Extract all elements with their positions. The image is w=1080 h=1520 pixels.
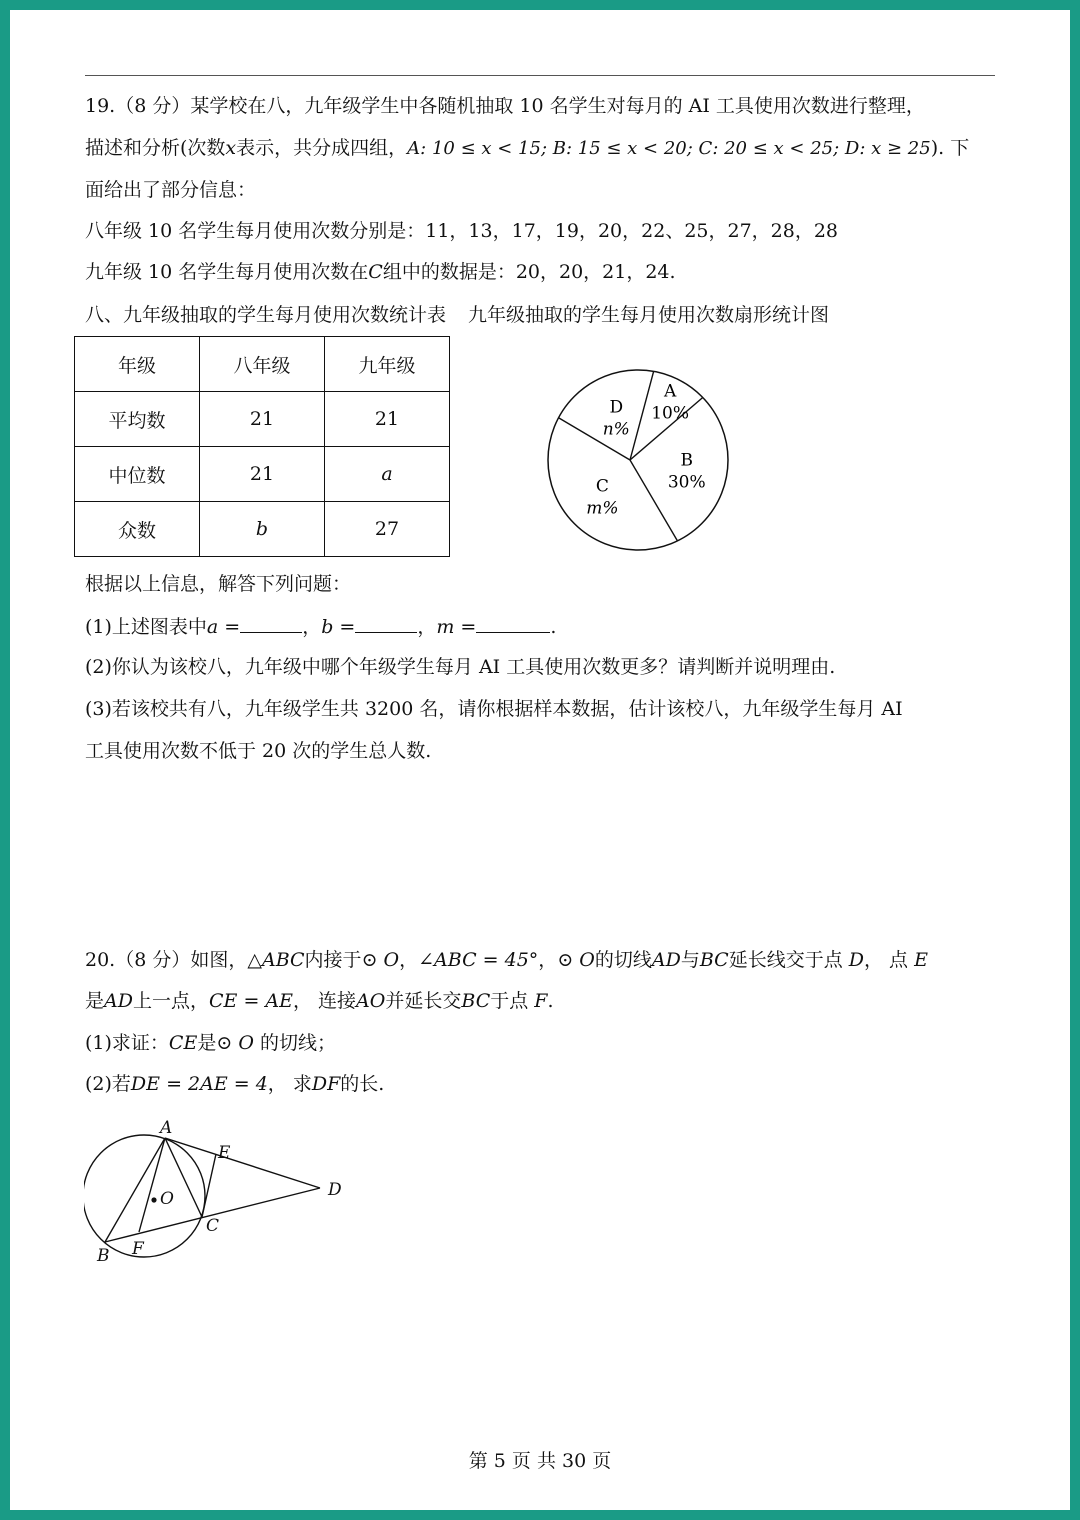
q19-part2: (2)你认为该校八，九年级中哪个年级学生每月 AI 工具使用次数更多？请判断并说明理由.: [85, 656, 836, 678]
pie-slice-label: B: [680, 450, 693, 471]
label-c: C: [206, 1216, 220, 1236]
table-cell: 平均数: [75, 392, 200, 447]
stats-table: [74, 336, 450, 557]
table-header-cell: 九年级: [325, 337, 450, 392]
label-f: F: [132, 1239, 144, 1259]
segment-ab: [105, 1138, 165, 1242]
captions: [85, 303, 829, 327]
answer-blank-m[interactable]: [476, 614, 550, 633]
grade8-data: 八年级 10 名学生每月使用次数分别是：11，13，17，19，20，22、25，27，28，28: [85, 220, 839, 242]
exam-page: [10, 10, 1070, 1510]
table-cell: 众数: [75, 502, 200, 557]
table-caption: 八、九年级抽取的学生每月使用次数统计表: [85, 304, 447, 326]
answer-blank-a[interactable]: [240, 614, 302, 633]
pie-slice-value: n%: [602, 419, 630, 440]
table-row: [75, 392, 450, 447]
q19-part3-line2: 工具使用次数不低于 20 次的学生总人数.: [85, 740, 432, 762]
pie-slice-value: 30%: [667, 472, 706, 493]
pie-slice-label: A: [663, 381, 677, 402]
header-rule: [85, 75, 995, 76]
label-a: A: [160, 1118, 173, 1138]
grade9-data: 九年级 10 名学生每月使用次数在C组中的数据是：20，20，21，24.: [85, 261, 676, 283]
q19-line2: 描述和分析(次数x表示，共分成四组，A: 10 ≤ x < 15; B: 15 ≤ x < 20; C: 20 ≤ x < 25; D: x ≥ 25). 下: [85, 137, 970, 159]
pie-slice-value: 10%: [651, 403, 690, 424]
table-cell: 中位数: [75, 447, 200, 502]
table-header-cell: 八年级: [200, 337, 325, 392]
table-cell: b: [200, 502, 325, 557]
center-dot: [151, 1197, 156, 1202]
pie-chart: [538, 360, 738, 560]
table-header-cell: 年级: [75, 337, 200, 392]
q19-line1: 19.（8 分）某学校在八，九年级学生中各随机抽取 10 名学生对每月的 AI 工具使用次数进行整理，: [85, 95, 925, 117]
q19-intro: 根据以上信息，解答下列问题：: [85, 573, 352, 595]
label-e: E: [218, 1143, 231, 1163]
table-header-row: [75, 337, 450, 392]
table-cell: 27: [325, 502, 450, 557]
page-footer: 第 5 页 共 30 页: [468, 1450, 612, 1472]
table-cell: a: [325, 447, 450, 502]
pie-slice-value: m%: [586, 498, 619, 519]
pie-outline: [548, 370, 728, 550]
q19-part3-line1: (3)若该校共有八，九年级学生共 3200 名，请你根据样本数据，估计该校八，九年级学生每月 AI: [85, 698, 903, 720]
q20-line1: 20.（8 分）如图，△ABC内接于⊙ O，∠ABC = 45°，⊙ O的切线AD与BC延长线交于点 D， 点 E: [85, 949, 928, 971]
q19-part1: (1)上述图表中a = ，b = ，m = .: [85, 616, 557, 638]
label-d: D: [328, 1180, 342, 1200]
q20-part2: (2)若DE = 2AE = 4， 求DF的长.: [85, 1073, 385, 1095]
geometry-figure: [84, 1118, 354, 1268]
table-row: [75, 447, 450, 502]
pie-slice-label: C: [595, 476, 609, 497]
table-cell: 21: [200, 447, 325, 502]
table-cell: 21: [325, 392, 450, 447]
answer-blank-b[interactable]: [355, 614, 417, 633]
q19-groups: A: 10 ≤ x < 15; B: 15 ≤ x < 20; C: 20 ≤ x < 25; D: x ≥ 25: [407, 138, 931, 159]
q19-line3: 面给出了部分信息：: [85, 179, 257, 201]
pie-caption: 九年级抽取的学生每月使用次数扇形统计图: [468, 304, 830, 326]
table-row: [75, 502, 450, 557]
label-o: O: [160, 1189, 174, 1209]
table-cell: 21: [200, 392, 325, 447]
circle-o: [84, 1135, 205, 1257]
label-b: B: [97, 1246, 110, 1266]
tangent-ad: [165, 1138, 320, 1188]
segment-af: [139, 1138, 165, 1232]
q20-part1: (1)求证：CE是⊙ O 的切线；: [85, 1032, 336, 1054]
pie-slice-label: D: [609, 397, 624, 418]
q20-line2: 是AD上一点，CE = AE， 连接AO并延长交BC于点 F.: [85, 990, 554, 1012]
